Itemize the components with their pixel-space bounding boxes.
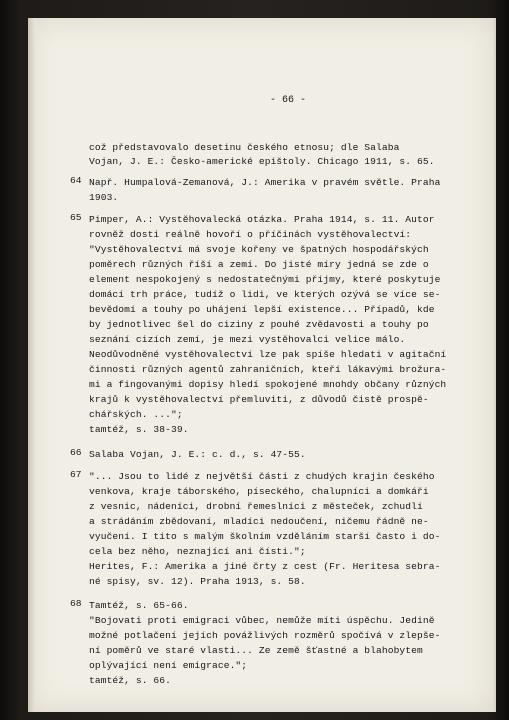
block-2-line-12: krajů k vystěhovalectví přemluviti, z důvodů čistě prospě-	[89, 394, 429, 405]
block-5-line-4: oplývající není emigrace.";	[89, 660, 248, 671]
block-0-line-1: Vojan, J. E.: Česko-americké epištoly. Chicago 1911, s. 65.	[89, 156, 435, 167]
block-5-line-5: tamtéž, s. 66.	[89, 675, 172, 686]
block-4-line-7: né spisy, sv. 12). Praha 1913, s. 58.	[89, 576, 306, 587]
block-2-line-11: mi a fingovanými dopisy hledí spokojené mnohdy občany různých	[89, 379, 447, 390]
block-0-line-0: což představovalo desetinu českého etnosu; dle Salaba	[89, 142, 400, 153]
block-2-line-9: Neodůvodněné vystěhovalectví lze pak spíše hledati v agitační	[89, 349, 447, 360]
block-5-line-3: ní poměrů ve staré vlasti... Ze země šťastné a blahobytem	[89, 645, 423, 656]
block-2-line-2: "Vystěhovalectví má svoje kořeny ve špatných hospodářských	[89, 244, 429, 255]
block-4-line-1: venkova, kraje táborského, píseckého, chalupníci a domkáři	[89, 486, 429, 497]
block-2-line-3: poměrech různých říší a zemí. Do jisté míry jedná se zde o	[89, 259, 429, 270]
block-2-line-8: seznání cizích zemí, je mezi vystěhovalci velice málo.	[89, 334, 406, 345]
page-number: - 66 -	[270, 95, 307, 106]
block-1-line-0: Např. Humpalová-Zemanová, J.: Amerika v pravém světle. Praha	[89, 177, 441, 188]
block-2-line-7: by jednotlivec šel do ciziny z pouhé zvědavosti a touhy po	[89, 319, 429, 330]
block-4-line-3: a strádáním zbědovaní, mladíci nedoučení, ničemu řádně ne-	[89, 516, 429, 527]
block-2-line-0: Pimper, A.: Vystěhovalecká otázka. Praha 1914, s. 11. Autor	[89, 214, 435, 225]
block-5-line-0: Tamtéž, s. 65-66.	[89, 600, 189, 611]
block-4-line-2: z vesnic, nádeníci, drobní řemeslníci z městeček, zchudlí	[89, 501, 423, 512]
block-2-line-13: chářských. ...";	[89, 409, 183, 420]
block-2-line-5: domácí trh práce, tudíž o lidi, ve kterých ozývá se více se-	[89, 289, 441, 300]
footnote-number-64: 64	[70, 175, 82, 186]
block-2-line-14: tamtéž, s. 38-39.	[89, 424, 189, 435]
block-4-line-4: vyučení. I tito s malým školním vzděláním starší často i do-	[89, 531, 441, 542]
block-2-line-1: rovněž dosti reálně hovoří o příčinách vystěhovalectví:	[89, 229, 412, 240]
block-4-line-5: cela bez něho, neznající ani čísti.";	[89, 546, 306, 557]
block-2-line-4: element nespokojený s nedostatečnými příjmy, které poskytuje	[89, 274, 441, 285]
block-4-line-0: "... Jsou to lidé z největší části z chudých krajin českého	[89, 471, 435, 482]
block-2-line-10: činnosti různých agentů zahraničních, kteří lákavými brožura-	[89, 364, 447, 375]
footnote-number-65: 65	[70, 212, 82, 223]
block-2-line-6: bevědomí a touhy po uhájení lepší existence... Případů, kde	[89, 304, 435, 315]
footnote-number-68: 68	[70, 598, 82, 609]
footnote-number-67: 67	[70, 469, 82, 480]
block-3-line-0: Salaba Vojan, J. E.: c. d., s. 47-55.	[89, 449, 306, 460]
block-1-line-1: 1903.	[89, 192, 119, 203]
block-5-line-2: možné potlačení jejích povážlivých rozměrů spočívá v zlepše-	[89, 630, 441, 641]
block-4-line-6: Herites, F.: Amerika a jiné črty z cest (Fr. Heritesa sebra-	[89, 561, 441, 572]
footnote-number-66: 66	[70, 447, 82, 458]
block-5-line-1: "Bojovati proti emigraci vůbec, nemůže míti úspěchu. Jedině	[89, 615, 435, 626]
